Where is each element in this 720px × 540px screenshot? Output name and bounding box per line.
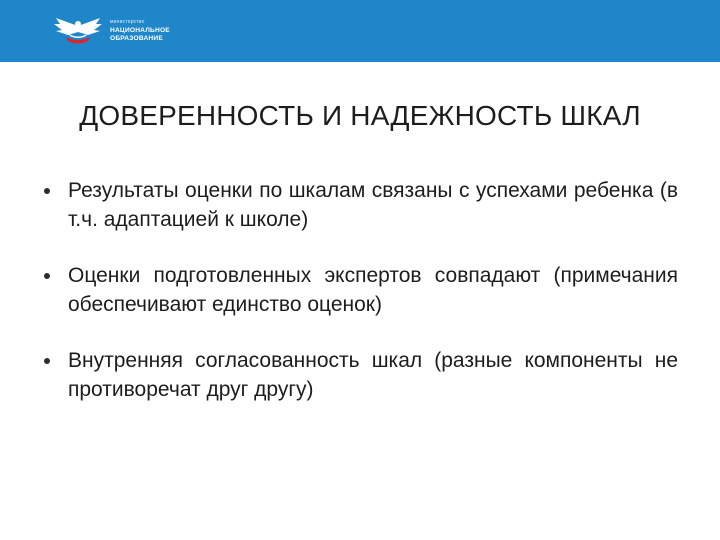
bullet-dot-icon xyxy=(44,273,50,279)
bullet-item xyxy=(38,176,678,234)
eagle-logo-icon xyxy=(52,16,104,46)
logo-text xyxy=(110,18,230,44)
bullet-list xyxy=(38,176,678,431)
bullet-item xyxy=(38,346,678,404)
bullet-dot-icon xyxy=(44,358,50,364)
slide-title: ДОВЕРЕННОСТЬ И НАДЕЖНОСТЬ ШКАЛ xyxy=(79,100,641,131)
header-bar xyxy=(0,0,720,62)
logo-line-1: министерство xyxy=(110,19,145,25)
bullet-item xyxy=(38,261,678,319)
logo-line-3: ОБРАЗОВАНИЕ xyxy=(110,35,163,42)
logo-line-2: НАЦИОНАЛЬНОЕ xyxy=(110,26,170,34)
bullet-text: Результаты оценки по шкалам связаны с успехами ребенка (в т.ч. адаптацией к школе) xyxy=(68,179,678,231)
bullet-text: Оценки подготовленных экспертов совпадают (примечания обеспечивают единство оценок) xyxy=(68,264,678,316)
bullet-dot-icon xyxy=(44,188,50,194)
bullet-text: Внутренняя согласованность шкал (разные компоненты не противоречат друг другу) xyxy=(68,349,678,401)
